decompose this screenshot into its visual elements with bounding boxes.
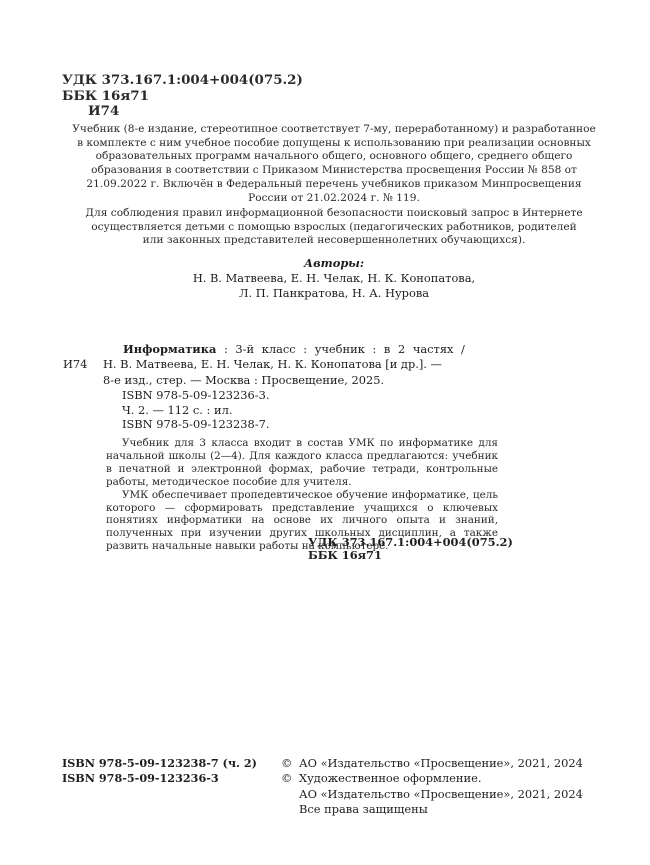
udk-code: УДК 373.167.1:004+004(075.2) [62,72,303,88]
internet-safety-notice [60,207,608,248]
footer-bbk-code: ББК 16я71 [308,548,382,563]
book-title: Информатика [123,342,217,356]
book-subtitle: : 3-й класс : учебник : в 2 частях / [216,342,465,356]
copyright-text: АО «Издательство «Просвещение», 2021, 2024 [299,756,583,770]
copyright-row [281,771,583,786]
part-info: Ч. 2. — 112 с. : ил. [122,402,233,417]
bbk-code: ББК 16я71 [62,87,149,104]
copyright-icon: © [281,756,293,770]
safety-line: Для соблюдения правил информационной безопасности поисковый запрос в Интернете [85,207,583,219]
copyright-spacer [281,787,299,802]
safety-line: осуществляется детьми с помощью взрослых (педагогических работников, родителей [91,220,577,233]
rights-reserved: Все права защищены [299,802,428,817]
authors-line: Н. В. Матвеева, Е. Н. Челак, Н. К. Конопатова, [192,271,476,285]
copyright-notice [281,756,583,818]
copyright-row [281,756,583,771]
description-paragraph: УМК обеспечивает пропедевтическое обучение информатике, цель которого — сформировать представление учащихся о ключевых понятиях информатики на основе их личного опыта и знаний, полученных при изучении других школьных дисциплин, а также развить начальные навыки работы на компьютере. [106,488,498,553]
bibliographic-record [103,342,498,388]
biblio-cutter-code: И74 [63,357,88,371]
biblio-edition-line: 8-е изд., стер. — Москва : Просвещение, 2025. [103,372,385,387]
approval-notice [60,123,608,205]
biblio-authors-line: Н. В. Матвеева, Е. Н. Челак, Н. К. Конопатова [и др.]. — [103,357,442,372]
biblio-title-line [103,342,498,357]
authors-list [60,271,608,302]
safety-line: или законных представителей несовершеннолетних обучающихся). [142,234,526,247]
cutter-code: И74 [88,103,120,119]
classification-codes [62,73,303,120]
approval-line: в комплекте с ним учебное пособие допущены к использованию при реализации основных [77,136,591,149]
footer-udk-code: УДК 373.167.1:004+004(075.2) [308,535,513,549]
isbn-block [122,388,270,432]
authors-heading: Авторы: [303,256,365,270]
isbn-footer [62,756,257,787]
isbn-set: ISBN 978-5-09-123236-3. [122,388,270,402]
copyright-text: Художественное оформление. [299,771,482,786]
approval-line: России от 21.02.2024 г. № 119. [248,191,420,204]
approval-line: образовательных программ начального общего, основного общего, среднего общего [95,150,573,163]
copyright-row [281,802,583,817]
copyright-spacer [281,802,299,817]
approval-line: образования в соответствии с Приказом Министерства просвещения России № 858 от [91,164,577,177]
approval-line: 21.09.2022 г. Включён в Федеральный перечень учебников приказом Минпросвещения [86,177,582,190]
description-paragraph: Учебник для 3 класса входит в состав УМК по информатике для начальной школы (2—4). Для каждого класса предлагаются: учебник в печатной и электронной формах, рабочие тетради, контрольные работы, методическое пособие для учителя. [106,437,498,488]
isbn-footer-line: ISBN 978-5-09-123236-3 [62,771,219,786]
copyright-text: АО «Издательство «Просвещение», 2021, 2024 [299,786,583,801]
footer-classification-codes [308,536,513,563]
copyright-icon: © [281,771,293,786]
isbn-part: ISBN 978-5-09-123238-7. [122,417,270,432]
authors-line: Л. П. Панкратова, Н. А. Нурова [238,286,430,301]
isbn-footer-line: ISBN 978-5-09-123238-7 (ч. 2) [62,756,257,770]
copyright-row [281,787,583,802]
approval-line: Учебник (8-е издание, стереотипное соответствует 7-му, переработанному) и разработанное [72,123,596,135]
